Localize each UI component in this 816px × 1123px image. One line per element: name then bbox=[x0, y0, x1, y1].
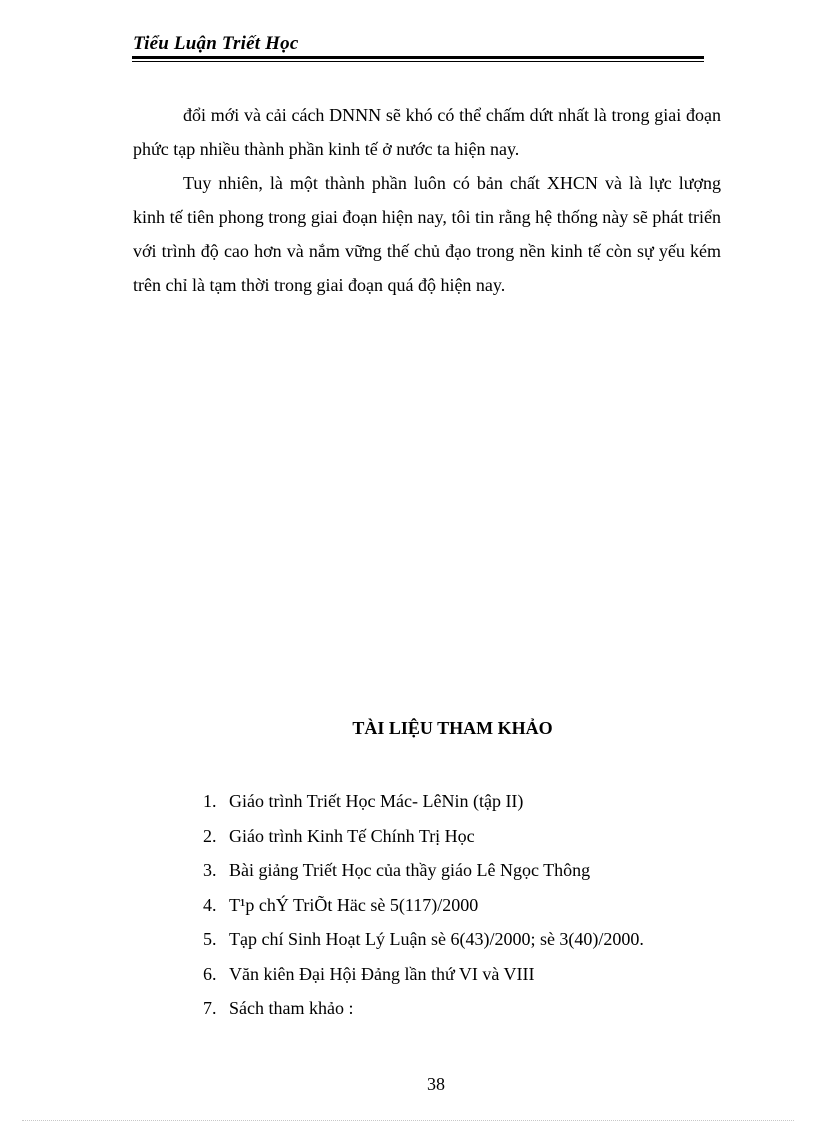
references-title: TÀI LIỆU THAM KHẢO bbox=[352, 718, 553, 738]
reference-item bbox=[203, 991, 644, 1026]
reference-number: 3. bbox=[203, 860, 217, 880]
reference-number: 4. bbox=[203, 894, 217, 915]
reference-number: 6. bbox=[203, 963, 217, 984]
reference-text: Giáo trình Triết Học Mác- LêNin (tập II) bbox=[229, 791, 524, 811]
references-list bbox=[203, 784, 644, 1026]
reference-item bbox=[203, 957, 644, 992]
reference-text: Sách tham khảo : bbox=[229, 998, 354, 1018]
footer-rule bbox=[22, 1120, 794, 1121]
reference-text: T¹p chÝ TriÕt Häc sè 5(117)/2000 bbox=[229, 894, 479, 915]
reference-item bbox=[203, 853, 644, 888]
reference-item bbox=[203, 819, 644, 854]
reference-item bbox=[203, 784, 644, 819]
header-title: Tiểu Luận Triết Học bbox=[133, 33, 299, 54]
reference-text: Tạp chí Sinh Hoạt Lý Luận sè 6(43)/2000; sè 3(40)/2000. bbox=[229, 929, 644, 949]
reference-text: Giáo trình Kinh Tế Chính Trị Học bbox=[229, 825, 475, 846]
page-number: 38 bbox=[427, 1074, 445, 1094]
reference-item bbox=[203, 888, 644, 923]
header-rule-thin bbox=[132, 61, 704, 62]
reference-text: Văn kiên Đại Hội Đảng lần thứ VI và VIII bbox=[229, 963, 535, 984]
reference-number: 5. bbox=[203, 929, 217, 949]
reference-number: 1. bbox=[203, 791, 217, 811]
reference-item bbox=[203, 922, 644, 957]
paragraph-2: Tuy nhiên, là một thành phần luôn có bản chất XHCN và là lực lượng kinh tế tiên phong trong giai đoạn hiện nay, tôi tin rằng hệ thống này sẽ phát triển với trình độ cao hơn và nắm vững thế chủ đạo trong nền kinh tế còn sự yếu kém trên chỉ là tạm thời trong giai đoạn quá độ hiện nay. bbox=[133, 173, 721, 295]
header-rule-thick bbox=[132, 56, 704, 59]
reference-number: 7. bbox=[203, 998, 217, 1018]
reference-text: Bài giảng Triết Học của thầy giáo Lê Ngọc Thông bbox=[229, 860, 591, 880]
paragraph-1: đổi mới và cải cách DNNN sẽ khó có thể chấm dứt nhất là trong giai đoạn phức tạp nhiều thành phần kinh tế ở nước ta hiện nay. bbox=[133, 105, 721, 159]
body-text bbox=[133, 98, 721, 302]
reference-number: 2. bbox=[203, 825, 217, 846]
